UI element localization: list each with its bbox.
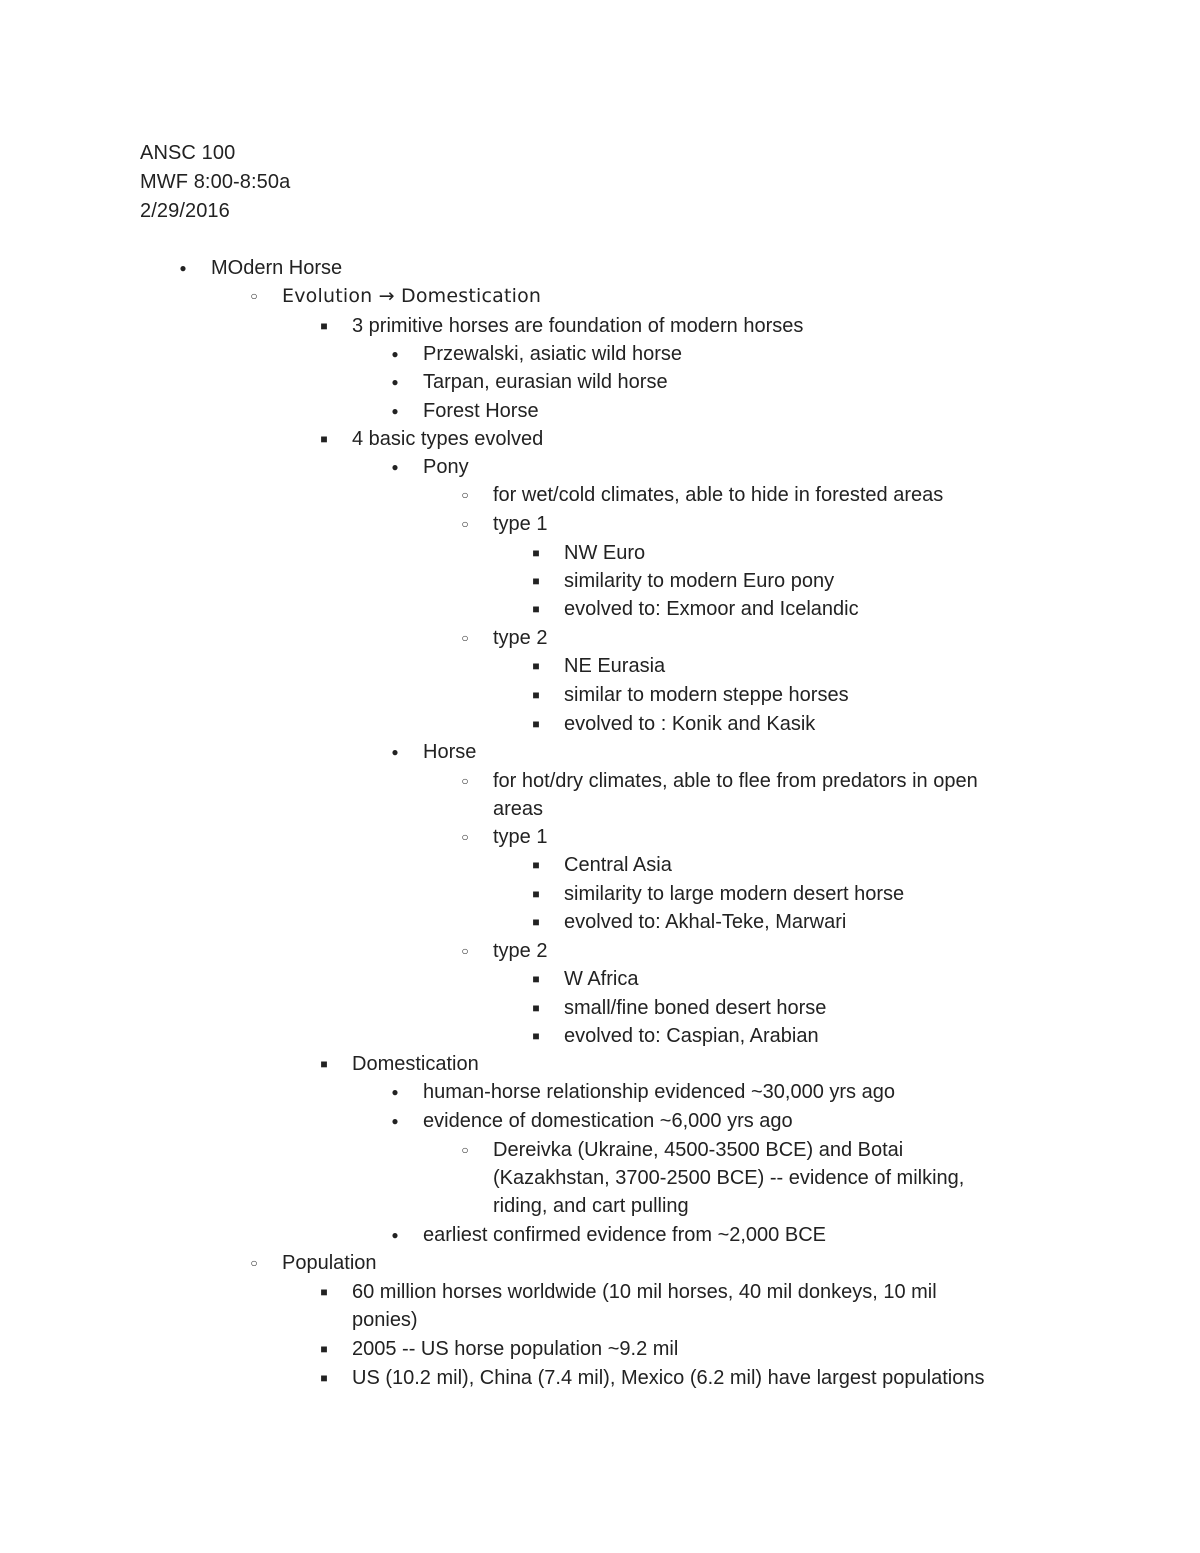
bullet-icon: ■ [320,1057,328,1071]
list-item-dereivka-cont: riding, and cart pulling [493,1195,689,1217]
list-item-horse-type2: type 2 [493,940,548,962]
bullet-icon: ○ [250,1256,258,1270]
list-item: small/fine boned desert horse [564,997,827,1019]
bullet-icon: ● [391,460,399,474]
bullet-icon: ■ [532,574,540,588]
list-item: 60 million horses worldwide (10 mil horses, 40 mil donkeys, 10 mil [352,1281,937,1303]
bullet-icon: ■ [320,1342,328,1356]
list-item-primitive-horses: 3 primitive horses are foundation of modern horses [352,315,804,337]
list-item-pony-desc: for wet/cold climates, able to hide in forested areas [493,484,944,506]
bullet-icon: ■ [532,887,540,901]
bullet-icon: ● [391,375,399,389]
list-item-pony-type2: type 2 [493,627,548,649]
bullet-icon: ■ [532,602,540,616]
note-date: 2/29/2016 [140,200,230,222]
list-item-dereivka-cont: (Kazakhstan, 3700-2500 BCE) -- evidence of milking, [493,1167,965,1189]
list-item-domestication: Domestication [352,1053,479,1075]
list-item: evolved to : Konik and Kasik [564,713,816,735]
bullet-icon: ○ [461,517,469,531]
bullet-icon: ● [391,745,399,759]
bullet-icon: ■ [532,717,540,731]
bullet-icon: ■ [532,688,540,702]
list-item-cont: ponies) [352,1309,418,1331]
list-item-przewalski: Przewalski, asiatic wild horse [423,343,682,365]
list-item-pony: Pony [423,456,469,478]
bullet-icon: ○ [461,774,469,788]
list-item: W Africa [564,968,639,990]
bullet-icon: ○ [250,289,258,303]
list-item: evolved to: Caspian, Arabian [564,1025,819,1047]
bullet-icon: ● [391,1228,399,1242]
list-item: similarity to modern Euro pony [564,570,835,592]
bullet-icon: ■ [320,1371,328,1385]
list-item-four-types: 4 basic types evolved [352,428,544,450]
list-item-tarpan: Tarpan, eurasian wild horse [423,371,668,393]
bullet-icon: ○ [461,1143,469,1157]
bullet-icon: ○ [461,830,469,844]
list-item: similarity to large modern desert horse [564,883,905,905]
bullet-icon: ■ [320,1285,328,1299]
bullet-icon: ● [179,261,187,275]
list-item-pony-type1: type 1 [493,513,548,535]
bullet-icon: ■ [532,659,540,673]
list-item-evolution: Evolution → Domestication [282,285,542,307]
list-item: human-horse relationship evidenced ~30,000 yrs ago [423,1081,895,1103]
bullet-icon: ■ [532,1001,540,1015]
list-item: earliest confirmed evidence from ~2,000 BCE [423,1224,826,1246]
list-item-dereivka: Dereivka (Ukraine, 4500-3500 BCE) and Botai [493,1139,904,1161]
bullet-icon: ■ [532,1029,540,1043]
bullet-icon: ● [391,1085,399,1099]
bullet-icon: ○ [461,631,469,645]
bullet-icon: ■ [532,972,540,986]
bullet-icon: ■ [532,546,540,560]
list-item: NE Eurasia [564,655,666,677]
bullet-icon: ○ [461,944,469,958]
list-item-horse-type1: type 1 [493,826,548,848]
list-item-horse-desc-cont: areas [493,798,544,820]
bullet-icon: ■ [320,432,328,446]
class-schedule: MWF 8:00-8:50a [140,171,291,193]
list-item-horse-desc: for hot/dry climates, able to flee from predators in open [493,770,978,792]
list-item: 2005 -- US horse population ~9.2 mil [352,1338,679,1360]
list-item: evolved to: Akhal-Teke, Marwari [564,911,847,933]
list-item: Central Asia [564,854,672,876]
bullet-icon: ■ [320,319,328,333]
bullet-icon: ○ [461,488,469,502]
list-item: NW Euro [564,542,646,564]
bullet-icon: ● [391,404,399,418]
list-item: US (10.2 mil), China (7.4 mil), Mexico (6.2 mil) have largest populations [352,1367,985,1389]
bullet-icon: ● [391,347,399,361]
list-item-horse: Horse [423,741,477,763]
list-item: similar to modern steppe horses [564,684,849,706]
list-item-modern-horse: MOdern Horse [211,257,343,279]
bullet-icon: ■ [532,858,540,872]
list-item-population: Population [282,1252,377,1274]
list-item-forest-horse: Forest Horse [423,400,539,422]
list-item: evolved to: Exmoor and Icelandic [564,598,859,620]
course-title: ANSC 100 [140,142,236,164]
bullet-icon: ■ [532,915,540,929]
list-item: evidence of domestication ~6,000 yrs ago [423,1110,793,1132]
bullet-icon: ● [391,1114,399,1128]
